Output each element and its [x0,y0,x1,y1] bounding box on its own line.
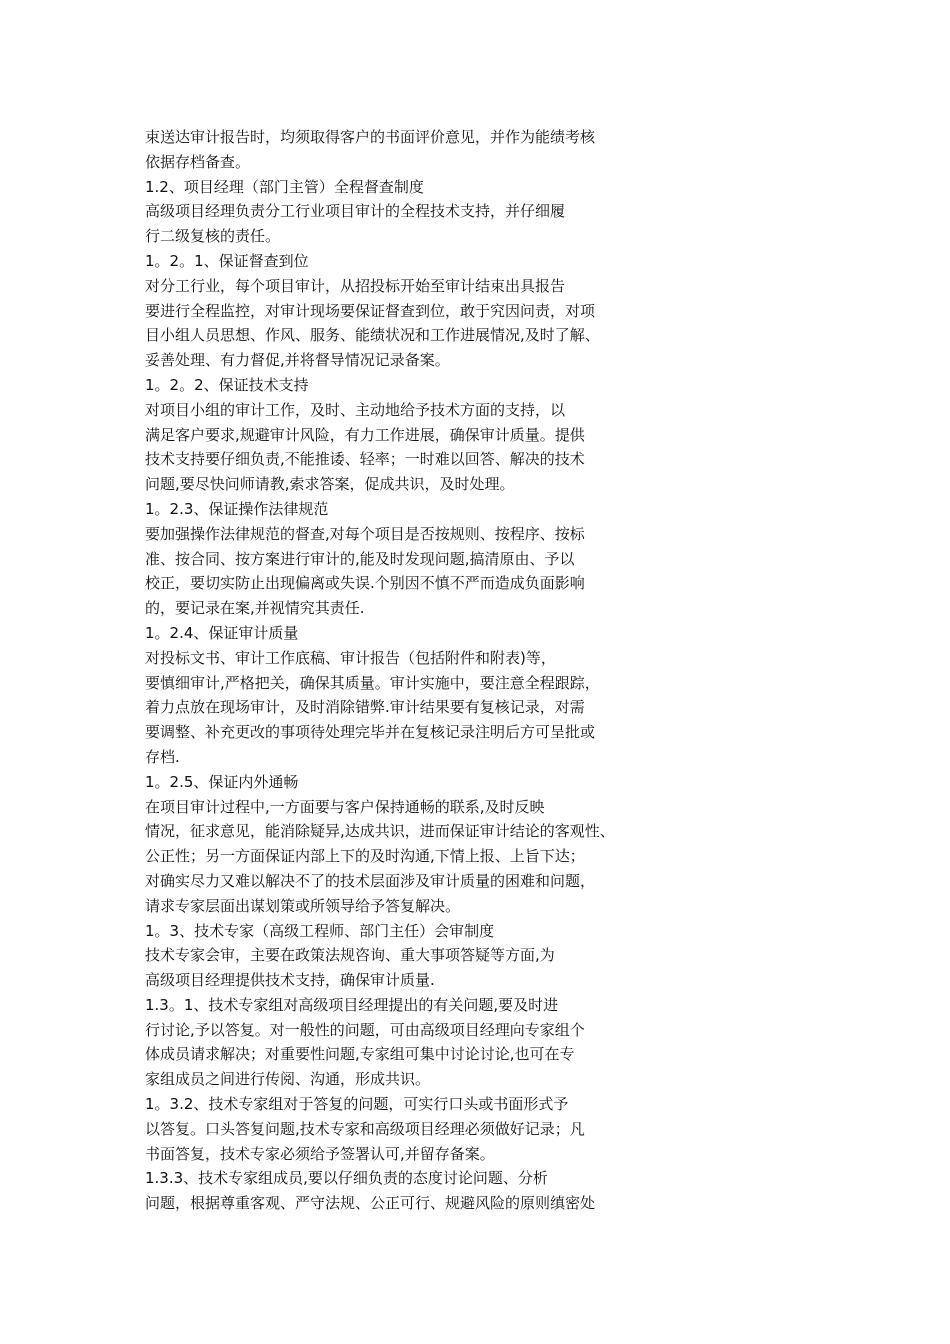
text-line: 对投标文书、审计工作底稿、审计报告（包括附件和附表)等， [145,648,556,667]
text-line: 着力点放在现场审计，及时消除错弊.审计结果要有复核记录，对需 [145,698,585,717]
text-line: 书面答复，技术专家必须给予签署认可,并留存备案。 [145,1144,495,1163]
text-line: 行二级复核的责任。 [145,227,281,246]
text-line: 问题,要尽快问师请教,索求答案，促成共识，及时处理。 [145,475,515,494]
section-heading: 1.2、项目经理（部门主管）全程督查制度 [145,177,424,196]
text-line: 问题，根据尊重客观、严守法规、公正可行、规避风险的原则缜密处 [145,1194,596,1213]
subsection-heading: 1.3.3、技术专家组成员,要以仔细负责的态度讨论问题、分析 [145,1169,548,1188]
text-line: 满足客户要求,规避审计风险，有力工作进展，确保审计质量。提供 [145,425,585,444]
text-line: 要慎细审计,严格把关，确保其质量。审计实施中，要注意全程跟踪， [145,673,600,692]
text-line: 束送达审计报告时，均须取得客户的书面评价意见，并作为能绩考核 [145,128,596,146]
text-line: 情况，征求意见，能消除疑异,达成共识，进而保证审计结论的客观性、 [145,822,615,841]
text-line: 目小组人员思想、作风、服务、能绩状况和工作进展情况,及时了解、 [145,326,600,345]
subsection-heading: 1。2.3、保证操作法律规范 [145,499,329,518]
text-line: 对项目小组的审计工作，及时、主动地给予技术方面的支持，以 [145,400,566,419]
text-line: 请求专家层面出谋划策或所领导给予答复解决。 [145,896,461,915]
section-heading: 1。3、技术专家（高级工程师、部门主任）会审制度 [145,921,495,940]
text-line: 校正，要切实防止出现偏离或失误.个别因不慎不严而造成负面影响 [145,574,585,593]
text-line: 高级项目经理提供技术支持，确保审计质量. [145,971,435,990]
document-body [145,125,665,1216]
text-line: 依据存档备查。 [145,152,251,171]
subsection-heading: 1.3。1、技术专家组对高级项目经理提出的有关问题,要及时进 [145,995,559,1014]
text-line: 高级项目经理负责分工行业项目审计的全程技术支持，并仔细履 [145,202,566,221]
text-line: 对确实尽力又难以解决不了的技术层面涉及审计质量的困难和问题， [145,871,596,890]
text-line: 准、按合同、按方案进行审计的,能及时发现问题,搞清原由、予以 [145,549,575,568]
text-line: 技术支持要仔细负责,不能推诿、轻率；一时难以回答、解决的技术 [145,450,585,469]
text-line: 要调整、补充更改的事项待处理完毕并在复核记录注明后方可呈批或 [145,723,596,742]
subsection-heading: 1。2。1、保证督查到位 [145,251,309,270]
text-line: 的，要记录在案,并视情究其责任. [145,599,365,618]
text-line: 技术专家会审，主要在政策法规咨询、重大事项答疑等方面,为 [145,946,555,965]
subsection-heading: 1。3.2、技术专家组对于答复的问题，可实行口头或书面形式予 [145,1095,569,1114]
text-line: 以答复。口头答复问题,技术专家和高级项目经理必须做好记录；凡 [145,1119,585,1138]
text-line: 行讨论,予以答复。对一般性的问题，可由高级项目经理向专家组个 [145,1020,585,1039]
text-line: 要进行全程监控，对审计现场要保证督查到位，敢于究因问责，对项 [145,301,596,320]
subsection-heading: 1。2.4、保证审计质量 [145,623,299,642]
text-line: 在项目审计过程中,一方面要与客户保持通畅的联系,及时反映 [145,797,545,816]
text-line: 妥善处理、有力督促,并将督导情况记录备案。 [145,351,450,370]
text-line: 对分工行业，每个项目审计，从招投标开始至审计结束出具报告 [145,276,566,295]
text-line: 家组成员之间进行传阅、沟通，形成共识。 [145,1070,431,1089]
text-line: 要加强操作法律规范的督查,对每个项目是否按规则、按程序、按标 [145,524,585,543]
text-line: 体成员请求解决；对重要性问题,专家组可集中讨论讨论,也可在专 [145,1045,575,1064]
text-line: 公正性；另一方面保证内部上下的及时沟通,下情上报、上旨下达； [145,847,585,866]
subsection-heading: 1。2.5、保证内外通畅 [145,772,299,791]
subsection-heading: 1。2。2、保证技术支持 [145,375,309,394]
text-line: 存档. [145,747,180,766]
